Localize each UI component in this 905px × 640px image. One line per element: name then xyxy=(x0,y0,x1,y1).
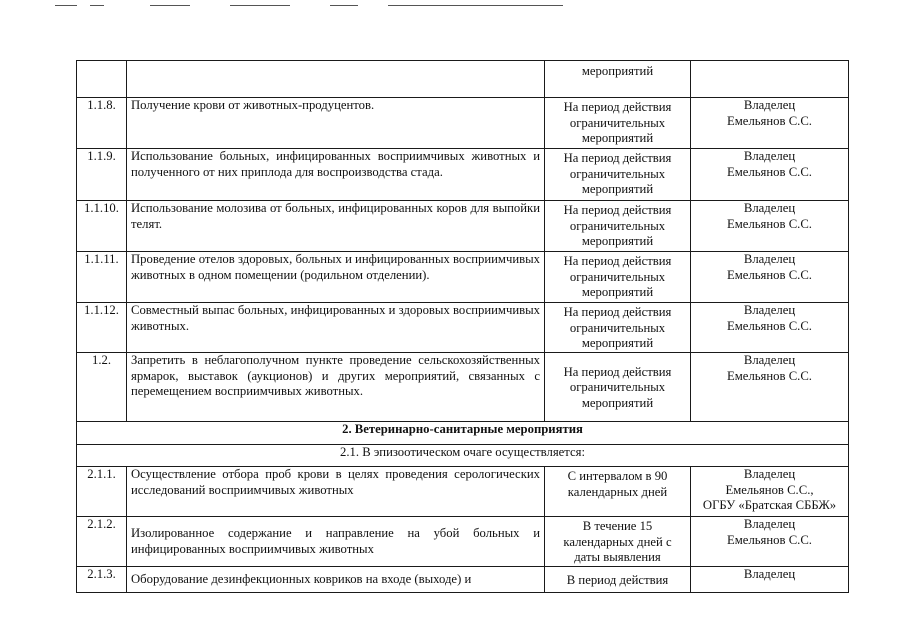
row-responsible-line: Владелец xyxy=(743,201,796,215)
row-number: 2.1.3. xyxy=(77,567,127,593)
row-period-line: мероприятий xyxy=(581,285,654,299)
row-period-line: С интервалом в 90 xyxy=(567,469,668,483)
row-responsible xyxy=(691,567,849,593)
row-period xyxy=(545,353,691,422)
row-period-line: На период действия xyxy=(563,254,672,268)
header-rule xyxy=(388,5,563,6)
row-period-line: На период действия xyxy=(563,305,672,319)
row-period xyxy=(545,567,691,593)
row-period-line: На период действия xyxy=(563,203,672,217)
row-responsible xyxy=(691,98,849,149)
row-responsible xyxy=(691,467,849,517)
table-row xyxy=(77,517,849,567)
row-number: 1.1.12. xyxy=(77,303,127,353)
row-number: 1.1.11. xyxy=(77,252,127,303)
row-period xyxy=(545,98,691,149)
row-period xyxy=(545,201,691,252)
row-responsible xyxy=(691,353,849,422)
subsection-heading-row xyxy=(77,445,849,467)
row-period: мероприятий xyxy=(545,61,691,98)
row-description: Осуществление отбора проб крови в целях проведения серологических исследований восприимчивых животных xyxy=(127,467,545,517)
row-description xyxy=(127,61,545,98)
row-responsible xyxy=(691,252,849,303)
row-period-line: мероприятий xyxy=(581,182,654,196)
row-period xyxy=(545,517,691,567)
row-responsible-line: Владелец xyxy=(743,149,796,163)
row-responsible-line: Емельянов С.С. xyxy=(727,532,812,547)
row-responsible-line: Емельянов С.С., xyxy=(725,482,814,497)
row-responsible-line: Владелец xyxy=(743,467,796,481)
row-period-line: ограничительных xyxy=(569,166,666,181)
row-responsible-line: Емельянов С.С. xyxy=(727,164,812,179)
row-number: 1.1.9. xyxy=(77,149,127,201)
row-responsible xyxy=(691,201,849,252)
row-period-line: ограничительных xyxy=(569,269,666,284)
row-period-line: ограничительных xyxy=(569,115,666,130)
table-row xyxy=(77,149,849,201)
row-period-line: ограничительных xyxy=(569,218,666,233)
table-row xyxy=(77,467,849,517)
table-row xyxy=(77,303,849,353)
row-responsible-line: Владелец xyxy=(743,303,796,317)
row-number: 2.1.1. xyxy=(77,467,127,517)
row-responsible-line: Владелец xyxy=(743,98,796,112)
table-row xyxy=(77,353,849,422)
row-description: Совместный выпас больных, инфицированных и здоровых восприимчивых животных. xyxy=(127,303,545,353)
row-number: 1.1.8. xyxy=(77,98,127,149)
row-period-line: мероприятий xyxy=(581,336,654,350)
row-responsible-line: ОГБУ «Братская СББЖ» xyxy=(702,498,837,512)
header-rule xyxy=(55,5,77,6)
row-responsible-line: Емельянов С.С. xyxy=(727,216,812,231)
row-description: Проведение отелов здоровых, больных и инфицированных восприимчивых животных в одном помещении (родильном отделении). xyxy=(127,252,545,303)
row-description: Изолированное содержание и направление на убой больных и инфицированных восприимчивых животных xyxy=(127,517,545,567)
header-rule xyxy=(150,5,190,6)
table-row xyxy=(77,567,849,593)
section-heading: 2. Ветеринарно-санитарные мероприятия xyxy=(77,422,849,445)
row-responsible xyxy=(691,517,849,567)
row-description: Использование молозива от больных, инфицированных коров для выпойки телят. xyxy=(127,201,545,252)
row-number: 2.1.2. xyxy=(77,517,127,567)
table-row xyxy=(77,61,849,98)
row-period-line: На период действия xyxy=(563,100,672,114)
row-period-line: календарных дней xyxy=(567,484,668,499)
row-description: Получение крови от животных-продуцентов. xyxy=(127,98,545,149)
row-responsible-line: Емельянов С.С. xyxy=(727,368,812,383)
row-responsible-line: Владелец xyxy=(743,517,796,531)
row-period-line: ограничительных xyxy=(569,320,666,335)
row-period xyxy=(545,252,691,303)
subsection-heading: 2.1. В эпизоотическом очаге осуществляется: xyxy=(77,445,849,467)
row-description: Запретить в неблагополучном пункте проведение сельскохозяйственных ярмарок, выставок (аукционов) и других мероприятий, связанных с перемещением восприимчивых животных. xyxy=(127,353,545,422)
row-period-line: В период действия xyxy=(566,572,669,587)
section-heading-row xyxy=(77,422,849,445)
row-number: 1.1.10. xyxy=(77,201,127,252)
row-period-line: В течение 15 xyxy=(582,519,653,534)
row-responsible-line: Емельянов С.С. xyxy=(727,318,812,333)
table-row xyxy=(77,201,849,252)
header-rule xyxy=(230,5,290,6)
row-responsible-line: Емельянов С.С. xyxy=(727,113,812,128)
row-description: Использование больных, инфицированных восприимчивых животных и полученного от них приплода для воспроизводства стада. xyxy=(127,149,545,201)
row-period-line: мероприятий xyxy=(581,395,654,410)
header-rule xyxy=(330,5,358,6)
row-period-line: ограничительных xyxy=(569,380,666,395)
row-period xyxy=(545,149,691,201)
row-responsible-line: Владелец xyxy=(743,252,796,266)
table-row xyxy=(77,252,849,303)
row-period-line: мероприятий xyxy=(581,131,654,145)
row-responsible-line: Владелец xyxy=(743,353,796,367)
row-responsible xyxy=(691,303,849,353)
row-period-line: даты выявления xyxy=(574,550,661,565)
row-period xyxy=(545,303,691,353)
row-number xyxy=(77,61,127,98)
row-period-line: На период действия xyxy=(563,151,672,165)
row-responsible xyxy=(691,149,849,201)
measures-table xyxy=(76,60,849,593)
row-period xyxy=(545,467,691,517)
row-number: 1.2. xyxy=(77,353,127,422)
row-period-line: мероприятий xyxy=(581,234,654,248)
table-row xyxy=(77,98,849,149)
row-responsible xyxy=(691,61,849,98)
row-period-line: календарных дней с xyxy=(563,534,672,549)
row-description: Оборудование дезинфекционных ковриков на входе (выходе) и xyxy=(127,567,545,593)
header-rule xyxy=(90,5,104,6)
row-responsible-line: Емельянов С.С. xyxy=(727,267,812,282)
row-period-line: На период действия xyxy=(563,364,672,379)
row-responsible-line: Владелец xyxy=(743,567,796,581)
